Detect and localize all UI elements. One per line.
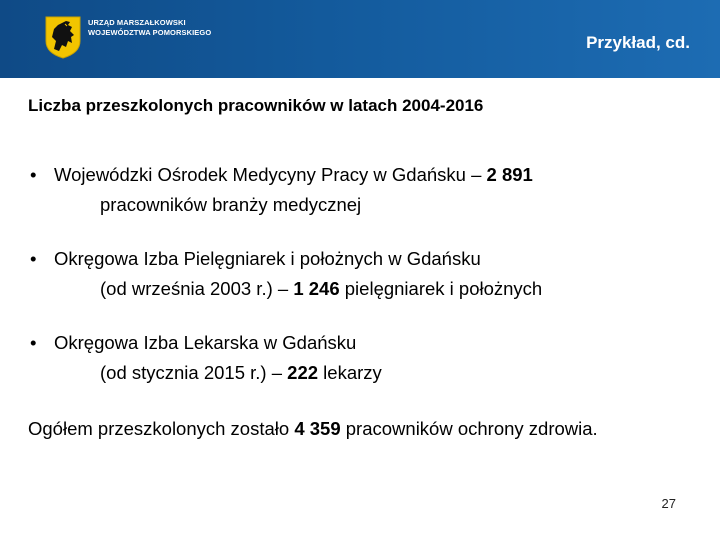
bullet-dot: • (30, 248, 37, 269)
summary-text: Ogółem przeszkolonych zostało (28, 418, 295, 439)
summary-total: 4 359 (294, 418, 341, 439)
bullet-1-count: 2 891 (486, 164, 533, 185)
bullet-2-suffix: pielęgniarek i położnych (339, 278, 543, 299)
bullet-1-text: Wojewódzki Ośrodek Medycyny Pracy w Gdańsku – (54, 164, 487, 185)
bullet-3-text: Okręgowa Izba Lekarska w Gdańsku (54, 332, 357, 353)
summary-line (28, 418, 598, 440)
bullet-item-2 (30, 244, 542, 304)
griffin-coat-of-arms-icon (44, 15, 82, 59)
bullet-3-period: (od stycznia 2015 r.) – (100, 362, 288, 383)
page-number: 27 (661, 496, 676, 511)
bullet-2-text: Okręgowa Izba Pielęgniarek i położnych w Gdańsku (54, 248, 481, 269)
bullet-2-period: (od września 2003 r.) – (100, 278, 294, 299)
bullet-1-continuation: pracowników branży medycznej (100, 194, 362, 215)
bullet-dot: • (30, 164, 37, 185)
bullet-3-count: 222 (287, 362, 319, 383)
office-name (88, 18, 211, 38)
office-name-line2: WOJEWÓDZTWA POMORSKIEGO (88, 28, 212, 37)
bullet-item-1 (30, 160, 533, 220)
bullet-item-3 (30, 328, 382, 388)
header-bar (0, 0, 720, 78)
section-heading: Liczba przeszkolonych pracowników w latach 2004-2016 (28, 96, 484, 115)
bullet-dot: • (30, 332, 37, 353)
slide-title: Przykład, cd. (586, 33, 690, 52)
office-name-line1: URZĄD MARSZAŁKOWSKI (88, 18, 186, 27)
bullet-3-suffix: lekarzy (318, 362, 382, 383)
bullet-2-count: 1 246 (293, 278, 340, 299)
summary-suffix: pracowników ochrony zdrowia. (340, 418, 598, 439)
